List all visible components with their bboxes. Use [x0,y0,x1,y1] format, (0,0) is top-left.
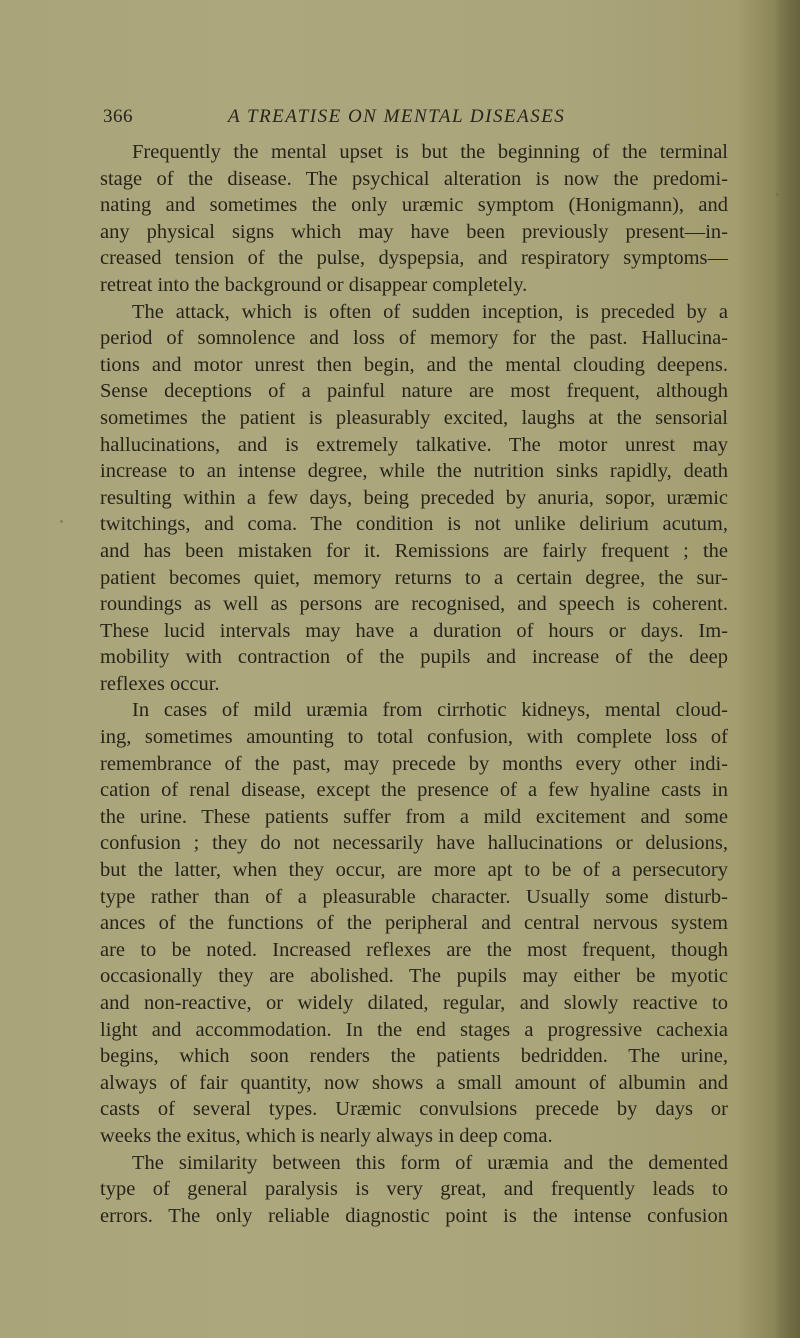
paragraph [100,697,728,1149]
text-line: the urine. These patients suffer from a mild excitement and some [100,805,728,828]
text-line: mobility with contraction of the pupils and increase of the deep [100,646,728,669]
text-line: period of somnolence and loss of memory for the past. Hallucina- [100,327,728,350]
text-line: and has been mistaken for it. Remissions are fairly frequent ; the [100,539,728,562]
paper-speck [60,520,63,523]
text-line: In cases of mild uræmia from cirrhotic kidneys, mental cloud- [132,699,728,722]
text-line: stage of the disease. The psychical alteration is now the predomi- [100,167,728,190]
text-line: hallucinations, and is extremely talkative. The motor unrest may [100,433,728,456]
paper-speck [776,193,779,196]
text-line: weeks the exitus, which is nearly always in deep coma. [100,1124,553,1147]
text-line: sometimes the patient is pleasurably excited, laughs at the sensorial [100,406,728,429]
text-line: creased tension of the pulse, dyspepsia, and respiratory symptoms— [100,247,728,270]
running-title: A TREATISE ON MENTAL DISEASES [228,106,566,127]
text-line: cation of renal disease, except the presence of a few hyaline casts in [100,779,728,802]
text-line: retreat into the background or disappear completely. [100,273,528,296]
text-line: These lucid intervals may have a duration of hours or days. Im- [100,619,728,642]
text-line: occasionally they are abolished. The pupils may either be myotic [100,965,728,988]
text-line: casts of several types. Uræmic convulsions precede by days or [100,1098,728,1121]
text-line: tions and motor unrest then begin, and the mental clouding deepens. [100,353,728,376]
text-line: and non-reactive, or widely dilated, regular, and slowly reactive to [100,992,728,1014]
text-line: confusion ; they do not necessarily have hallucinations or delusions, [100,832,728,855]
text-line: always of fair quantity, now shows a small amount of albumin and [100,1071,728,1094]
running-head [100,106,720,130]
text-line: nating and sometimes the only uræmic symptom (Honigmann), and [100,194,728,217]
text-line: type rather than of a pleasurable character. Usually some disturb- [100,885,728,908]
text-line: Sense deceptions of a painful nature are most frequent, although [100,380,728,403]
page-number: 366 [103,106,133,127]
paragraph [100,139,728,299]
text-line: roundings as well as persons are recognised, and speech is coherent. [100,593,728,616]
text-line: any physical signs which may have been previously present—in- [100,220,728,243]
text-line: begins, which soon renders the patients bedridden. The urine, [100,1045,728,1068]
text-line: Frequently the mental upset is but the beginning of the terminal [132,141,728,163]
text-line: errors. The only reliable diagnostic point is the intense confusion [100,1204,728,1227]
text-line: type of general paralysis is very great, and frequently leads to [100,1178,728,1201]
text-line: patient becomes quiet, memory returns to a certain degree, the sur- [100,566,728,589]
text-line: remembrance of the past, may precede by months every other indi- [100,752,728,775]
paragraph [100,299,728,698]
text-line: resulting within a few days, being preceded by anuria, sopor, uræmic [100,486,728,509]
text-line: increase to an intense degree, while the nutrition sinks rapidly, death [100,460,728,483]
text-line: The attack, which is often of sudden inception, is preceded by a [132,300,728,323]
text-line: The similarity between this form of uræmia and the demented [132,1151,728,1174]
text-line: ing, sometimes amounting to total confusion, with complete loss of [100,726,728,749]
body-text [100,139,728,1229]
text-line: light and accommodation. In the end stages a progressive cachexia [100,1018,728,1041]
text-line: ances of the functions of the peripheral and central nervous system [100,912,728,935]
text-line: twitchings, and coma. The condition is not unlike delirium acutum, [100,513,728,536]
text-line: reflexes occur. [100,672,220,695]
paragraph [100,1150,728,1230]
page-stack-edge [774,0,800,1338]
text-line: are to be noted. Increased reflexes are the most frequent, though [100,938,728,961]
text-line: but the latter, when they occur, are more apt to be of a persecutory [100,859,728,882]
